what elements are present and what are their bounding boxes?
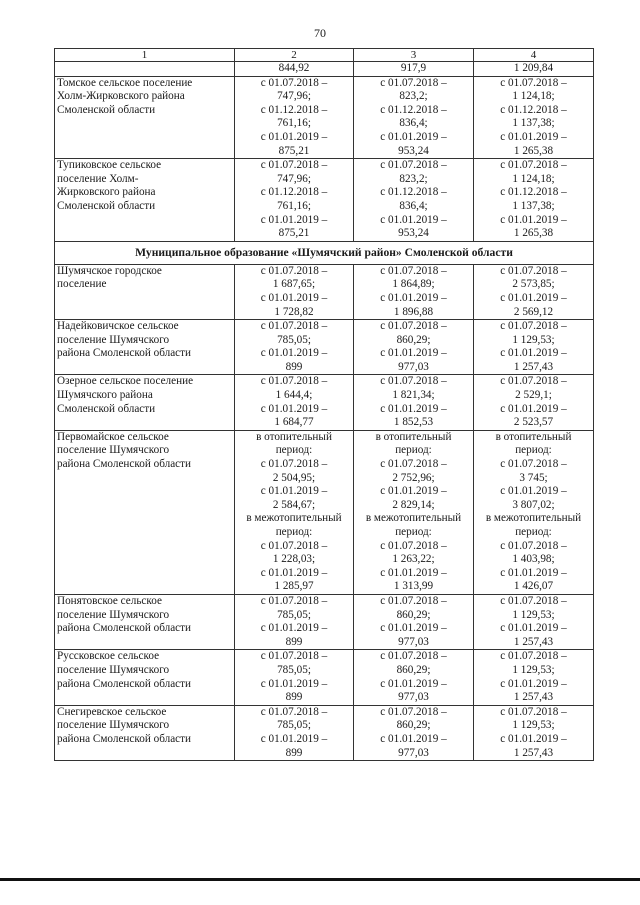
cell-line: с 01.01.2019 – [260,732,328,745]
cell-line: с 01.07.2018 – [500,76,567,89]
tariff-cell-c2 [235,76,354,159]
cell-line: с 01.01.2019 – [260,347,328,360]
cell-line: с 01.01.2019 – [260,402,328,415]
cell-line: 977,03 [398,691,429,704]
cell-line: с 01.07.2018 – [260,458,328,471]
cell-line: период: [275,526,313,538]
cell-line: Смоленской области [57,103,156,116]
cell-line: 1 257,43 [513,746,554,759]
settlement-name-cell [55,159,235,242]
cell-line: Руссковское сельское [57,650,160,663]
cell-line: 899 [285,360,303,373]
cell-line: 1 257,43 [513,691,554,704]
cell-line: поселение Шумячского [57,333,170,346]
cell-line: с 01.07.2018 – [500,650,567,663]
cell-line: 3 807,02; [512,498,555,511]
tariff-cell-c4 [474,264,594,319]
cell-line: с 01.07.2018 – [500,594,567,607]
cell-line: 1 209,84 [513,62,554,74]
cell-line: с 01.07.2018 – [260,705,328,718]
cell-line: поселение Шумячского [57,444,170,457]
tariff-cell-c3 [354,264,474,319]
cell-line: района Смоленской области [57,347,192,360]
cell-line: поселение Шумячского [57,663,170,676]
cell-line: 1 864,89; [392,278,435,291]
cell-line: 1 263,22; [392,553,435,566]
cell-line: с 01.07.2018 – [380,705,447,718]
cell-line: с 01.01.2019 – [380,402,447,415]
cell-line: с 01.01.2019 – [260,622,328,635]
cell-line: 1 687,65; [272,278,316,291]
cell-line: с 01.07.2018 – [380,539,447,552]
cell-line: 2 523,57 [513,416,554,429]
bottom-rule [0,878,640,881]
cell-line: 823,2; [399,90,428,103]
settlement-name-cell [55,320,235,375]
cell-line: 1 137,38; [512,199,555,212]
cell-line: 2 829,14; [392,498,435,511]
settlement-name-cell [55,76,235,159]
header-cell-4: 4 [474,49,594,62]
cell-line: с 01.07.2018 – [500,159,567,172]
cell-line: с 01.07.2018 – [380,375,447,388]
cell-line: 860,29; [396,663,431,676]
cell-line: 785,05; [277,719,311,732]
cell-line: 1 265,38 [513,227,554,240]
cell-line: с 01.07.2018 – [380,320,447,333]
tariff-cell-c4 [474,705,594,760]
cell-line: с 01.07.2018 – [380,264,447,277]
cell-line: 899 [285,746,303,759]
header-cell-2: 2 [235,49,354,62]
tariff-cell-c3 [354,159,474,242]
cell-line: с 01.01.2019 – [500,732,567,745]
cell-line: Жирковского района [57,186,156,199]
cell-line: Шумячское городское [57,264,162,277]
cell-line: Снегиревское сельское [57,705,167,718]
cell-line: с 01.12.2018 – [500,186,567,199]
cell-line: 2 573,85; [512,278,555,291]
cell-line: с 01.12.2018 – [500,103,567,116]
cell-line: 1 257,43 [513,635,554,648]
cell-line: 899 [285,691,303,704]
table-row [55,62,594,77]
cell-line: 836,4; [399,117,428,130]
tariff-cell-c2 [235,159,354,242]
cell-line: 761,16; [277,199,311,212]
cell-line: 953,24 [398,227,429,240]
cell-line: с 01.01.2019 – [500,130,567,143]
cell-line: с 01.01.2019 – [500,677,567,690]
cell-line: с 01.07.2018 – [260,320,328,333]
cell-line: 1 129,53; [512,608,555,621]
tariff-cell-c3 [354,62,474,77]
cell-line: 2 584,67; [272,498,316,511]
tariff-cell-c2 [235,650,354,705]
section-row [55,241,594,264]
cell-line: в отопительный [495,430,572,443]
cell-line: 785,05; [277,663,311,676]
cell-line: с 01.01.2019 – [380,732,447,745]
cell-line: с 01.12.2018 – [380,186,447,199]
cell-line: 1 403,98; [512,553,555,566]
cell-line: 860,29; [396,608,431,621]
cell-line: с 01.01.2019 – [380,130,447,143]
cell-line: с 01.01.2019 – [500,213,567,226]
header-row [55,49,594,62]
cell-line: период: [275,444,313,457]
cell-line: 977,03 [398,635,429,648]
cell-line: 1 124,18; [512,90,555,103]
cell-line: 1 644,4; [275,389,313,402]
header-cell-3: 3 [354,49,474,62]
cell-line: 977,03 [398,746,429,759]
cell-line: с 01.07.2018 – [260,594,328,607]
table-row [55,320,594,375]
cell-line: Озерное сельское поселение [57,375,194,388]
cell-line: 785,05; [277,608,311,621]
tariff-table [54,48,594,761]
cell-line: в межотопительный [365,512,462,525]
cell-line: с 01.01.2019 – [380,291,447,304]
cell-line: 1 257,43 [513,360,554,373]
cell-line: 785,05; [277,333,311,346]
table-row [55,705,594,760]
cell-line: с 01.07.2018 – [500,320,567,333]
cell-line: 875,21 [278,227,310,240]
table-row [55,430,594,594]
cell-line: с 01.01.2019 – [380,566,447,579]
cell-line: 860,29; [396,333,431,346]
cell-line: с 01.01.2019 – [500,291,567,304]
cell-line: с 01.01.2019 – [500,402,567,415]
tariff-cell-c4 [474,594,594,649]
cell-line: с 01.07.2018 – [500,705,567,718]
cell-line: в отопительный [375,430,452,443]
cell-line: Тупиковское сельское [57,159,162,172]
cell-line: 917,9 [400,62,427,74]
tariff-cell-c3 [354,76,474,159]
tariff-cell-c2 [235,705,354,760]
cell-line: в межотопительный [485,512,582,525]
cell-line: с 01.07.2018 – [380,76,447,89]
cell-line: с 01.12.2018 – [260,186,328,199]
cell-line: Смоленской области [57,199,156,212]
cell-line: с 01.01.2019 – [260,213,328,226]
cell-line: Смоленской области [57,402,156,415]
cell-line: 1 728,82 [274,305,314,318]
cell-line: период: [515,444,552,457]
page-number: 70 [314,26,326,40]
header-cell-1: 1 [55,49,235,62]
cell-line: 1 124,18; [512,172,555,185]
cell-line: с 01.07.2018 – [500,458,567,471]
cell-line: 3 745; [519,471,548,484]
tariff-cell-c4 [474,159,594,242]
table-row [55,264,594,319]
cell-line: 836,4; [399,199,428,212]
cell-line: с 01.07.2018 – [260,539,328,552]
cell-line: 977,03 [398,360,429,373]
cell-line: с 01.01.2019 – [260,566,328,579]
tariff-cell-c4 [474,650,594,705]
cell-line: Понятовское сельское [57,594,162,607]
cell-line: период: [515,526,552,538]
table-body [55,49,594,761]
cell-line: с 01.07.2018 – [500,539,567,552]
cell-line: 860,29; [396,719,431,732]
table-row [55,76,594,159]
cell-line: с 01.01.2019 – [500,485,567,498]
tariff-cell-c4 [474,76,594,159]
tariff-cell-c3 [354,320,474,375]
cell-line: Надейковичское сельское [57,320,179,333]
cell-line: 1 129,53; [512,719,555,732]
cell-line: 1 821,34; [392,389,435,402]
cell-line: 1 285,97 [274,580,314,593]
cell-line: с 01.07.2018 – [260,264,328,277]
settlement-name-cell [55,264,235,319]
cell-line: в межотопительный [246,512,342,525]
cell-line: с 01.01.2019 – [260,291,328,304]
tariff-cell-c2 [235,62,354,77]
settlement-name-cell [55,375,235,430]
cell-line: 2 569,12 [513,305,554,318]
cell-line: с 01.01.2019 – [260,677,328,690]
cell-line: с 01.07.2018 – [260,650,328,663]
cell-line: с 01.07.2018 – [380,594,447,607]
cell-line: с 01.07.2018 – [380,159,447,172]
table-row [55,375,594,430]
cell-line: с 01.12.2018 – [260,103,328,116]
cell-line: с 01.01.2019 – [500,622,567,635]
cell-line: района Смоленской области [57,622,192,635]
cell-line: в отопительный [256,430,332,443]
settlement-name-cell [55,650,235,705]
cell-line: Холм-Жирковского района [57,90,185,103]
tariff-cell-c3 [354,430,474,594]
cell-line: с 01.07.2018 – [500,264,567,277]
cell-line: 761,16; [277,117,311,130]
settlement-name-cell [55,594,235,649]
cell-line: 1 137,38; [512,117,555,130]
cell-line: период: [395,444,432,457]
tariff-cell-c2 [235,594,354,649]
cell-line: с 01.07.2018 – [260,375,328,388]
table-row [55,650,594,705]
tariff-cell-c2 [235,375,354,430]
tariff-cell-c2 [235,430,354,594]
cell-line: с 01.01.2019 – [500,347,567,360]
cell-line: 1 684,77 [274,416,314,429]
cell-line: с 01.12.2018 – [380,103,447,116]
cell-line: 2 752,96; [392,471,435,484]
cell-line: 953,24 [398,144,429,157]
cell-line: с 01.07.2018 – [260,159,328,172]
cell-line: 1 265,38 [513,144,554,157]
cell-line: 823,2; [399,172,428,185]
cell-line: с 01.01.2019 – [380,677,447,690]
cell-line: 1 852,53 [393,416,434,429]
tariff-cell-c4 [474,320,594,375]
cell-line: Томское сельское поселение [57,76,193,89]
cell-line: с 01.07.2018 – [500,375,567,388]
tariff-cell-c3 [354,594,474,649]
cell-line: 2 529,1; [515,389,552,402]
cell-line: Шумячского района [57,389,153,402]
cell-line: поселение Шумячского [57,608,170,621]
cell-line: Первомайское сельское [57,430,169,443]
cell-line: поселение [57,278,107,291]
cell-line: 1 129,53; [512,333,555,346]
cell-line: с 01.01.2019 – [380,213,447,226]
tariff-cell-c2 [235,264,354,319]
cell-line: 1 896,88 [393,305,434,318]
settlement-name-cell [55,430,235,594]
tariff-cell-c3 [354,705,474,760]
cell-line: с 01.01.2019 – [380,622,447,635]
cell-line: 844,92 [278,62,310,74]
tariff-cell-c4 [474,430,594,594]
cell-line: 1 228,03; [272,553,316,566]
cell-line: поселение Холм- [57,172,139,185]
tariff-cell-c3 [354,650,474,705]
cell-line: 747,96; [277,172,311,185]
cell-line: 1 313,99 [393,580,434,593]
cell-line: с 01.01.2019 – [380,347,447,360]
settlement-name-cell [55,62,235,77]
cell-line: 899 [285,635,303,648]
table-row [55,159,594,242]
settlement-name-cell [55,705,235,760]
cell-line: с 01.01.2019 – [500,566,567,579]
cell-line: с 01.07.2018 – [380,458,447,471]
cell-line: района Смоленской области [57,458,192,471]
tariff-cell-c4 [474,62,594,77]
cell-line: с 01.01.2019 – [260,130,328,143]
cell-line: с 01.07.2018 – [380,650,447,663]
tariff-cell-c3 [354,375,474,430]
cell-line: поселение Шумячского [57,719,170,732]
cell-line: 1 129,53; [512,663,555,676]
cell-line: 2 504,95; [272,471,316,484]
tariff-cell-c2 [235,320,354,375]
table-row [55,594,594,649]
cell-line: 747,96; [277,90,311,103]
cell-line: с 01.01.2019 – [380,485,447,498]
cell-line: с 01.07.2018 – [260,76,328,89]
cell-line: района Смоленской области [57,732,192,745]
cell-line: 875,21 [278,144,310,157]
cell-line: 1 426,07 [513,580,554,593]
cell-line: района Смоленской области [57,677,192,690]
section-title: Муниципальное образование «Шумячский район» Смоленской области [55,241,594,264]
cell-line: с 01.01.2019 – [260,485,328,498]
cell-line: период: [395,526,432,538]
tariff-cell-c4 [474,375,594,430]
